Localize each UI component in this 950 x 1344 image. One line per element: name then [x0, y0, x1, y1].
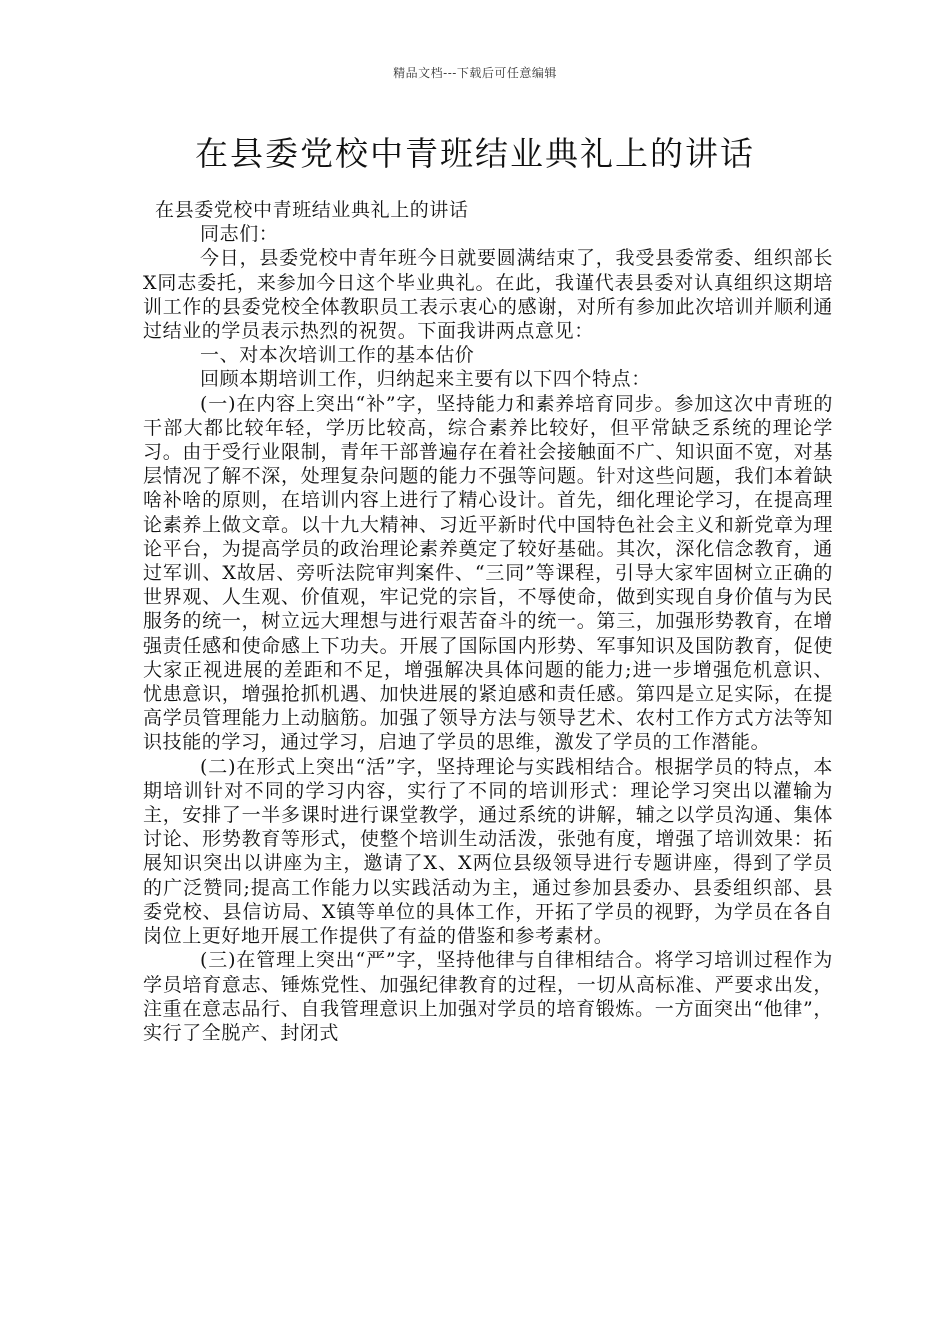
section-heading-1: 一、对本次培训工作的基本估价 [200, 344, 475, 367]
paragraph-point-2: (二)在形式上突出“活”字，坚持理论与实践相结合。根据学员的特点，本期培训针对不同的学习内容，实行了不同的培训形式：理论学习突出以灌输为主，安排了一半多课时进行课堂教学，通过系统的讲解，辅之以学员沟通、集体讨论、形势教育等形式，使整个培训生动活泼，张弛有度，增强了培训效果：拓展知识突出以讲座为主，邀请了X、X两位县级领导进行专题讲座，得到了学员的广泛赞同;提高工作能力以实践活动为主，通过参加县委办、县委组织部、县委党校、县信访局、X镇等单位的具体工作，开拓了学员的视野，为学员在各自岗位上更好地开展工作提供了有益的借鉴和参考素材。 [143, 755, 833, 948]
greeting: 同志们： [200, 223, 279, 246]
document-subtitle: 在县委党校中青班结业典礼上的讲话 [155, 199, 469, 221]
paragraph-overview: 回顾本期培训工作，归纳起来主要有以下四个特点： [200, 368, 651, 391]
document-title: 在县委党校中青班结业典礼上的讲话 [195, 134, 755, 173]
paragraph-point-3: (三)在管理上突出“严”字，坚持他律与自律相结合。将学习培训过程作为学员培育意志、锤炼党性、加强纪律教育的过程，一切从高标准、严要求出发，注重在意志品行、自我管理意识上加强对学员的培育锻炼。一方面突出“他律”，实行了全脱产、封闭式 [143, 949, 833, 1044]
document-body [143, 198, 833, 1045]
header-note: 精品文档---下载后可任意编辑 [393, 66, 557, 80]
paragraph-point-1: (一)在内容上突出“补”字，坚持能力和素养培育同步。参加这次中青班的干部大都比较年轻，学历比较高，综合素养比较好，但平常缺乏系统的理论学习。由于受行业限制，青年干部普遍存在着社会接触面不广、知识面不宽，对基层情况了解不深，处理复杂问题的能力不强等问题。针对这些问题，我们本着缺啥补啥的原则，在培训内容上进行了精心设计。首先，细化理论学习，在提高理论素养上做文章。以十九大精神、习近平新时代中国特色社会主义和新党章为理论平台，为提高学员的政治理论素养奠定了较好基础。其次，深化信念教育，通过军训、X故居、旁听法院审判案件、“三同”等课程，引导大家牢固树立正确的世界观、人生观、价值观，牢记党的宗旨，不辱使命，做到实现自身价值与为民服务的统一，树立远大理想与进行艰苦奋斗的统一。第三，加强形势教育，在增强责任感和使命感上下功夫。开展了国际国内形势、军事知识及国防教育，促使大家正视进展的差距和不足，增强解决具体问题的能力;进一步增强危机意识、忧患意识，增强抢抓机遇、加快进展的紧迫感和责任感。第四是立足实际，在提高学员管理能力上动脑筋。加强了领导方法与领导艺术、农村工作方式方法等知识技能的学习，通过学习，启迪了学员的思维，激发了学员的工作潜能。 [143, 392, 833, 754]
paragraph-intro: 今日，县委党校中青年班今日就要圆满结束了，我受县委常委、组织部长X同志委托，来参加今日这个毕业典礼。在此，我谨代表县委对认真组织这期培训工作的县委党校全体教职员工表示衷心的感谢，对所有参加此次培训并顺利通过结业的学员表示热烈的祝贺。下面我讲两点意见： [143, 247, 833, 343]
